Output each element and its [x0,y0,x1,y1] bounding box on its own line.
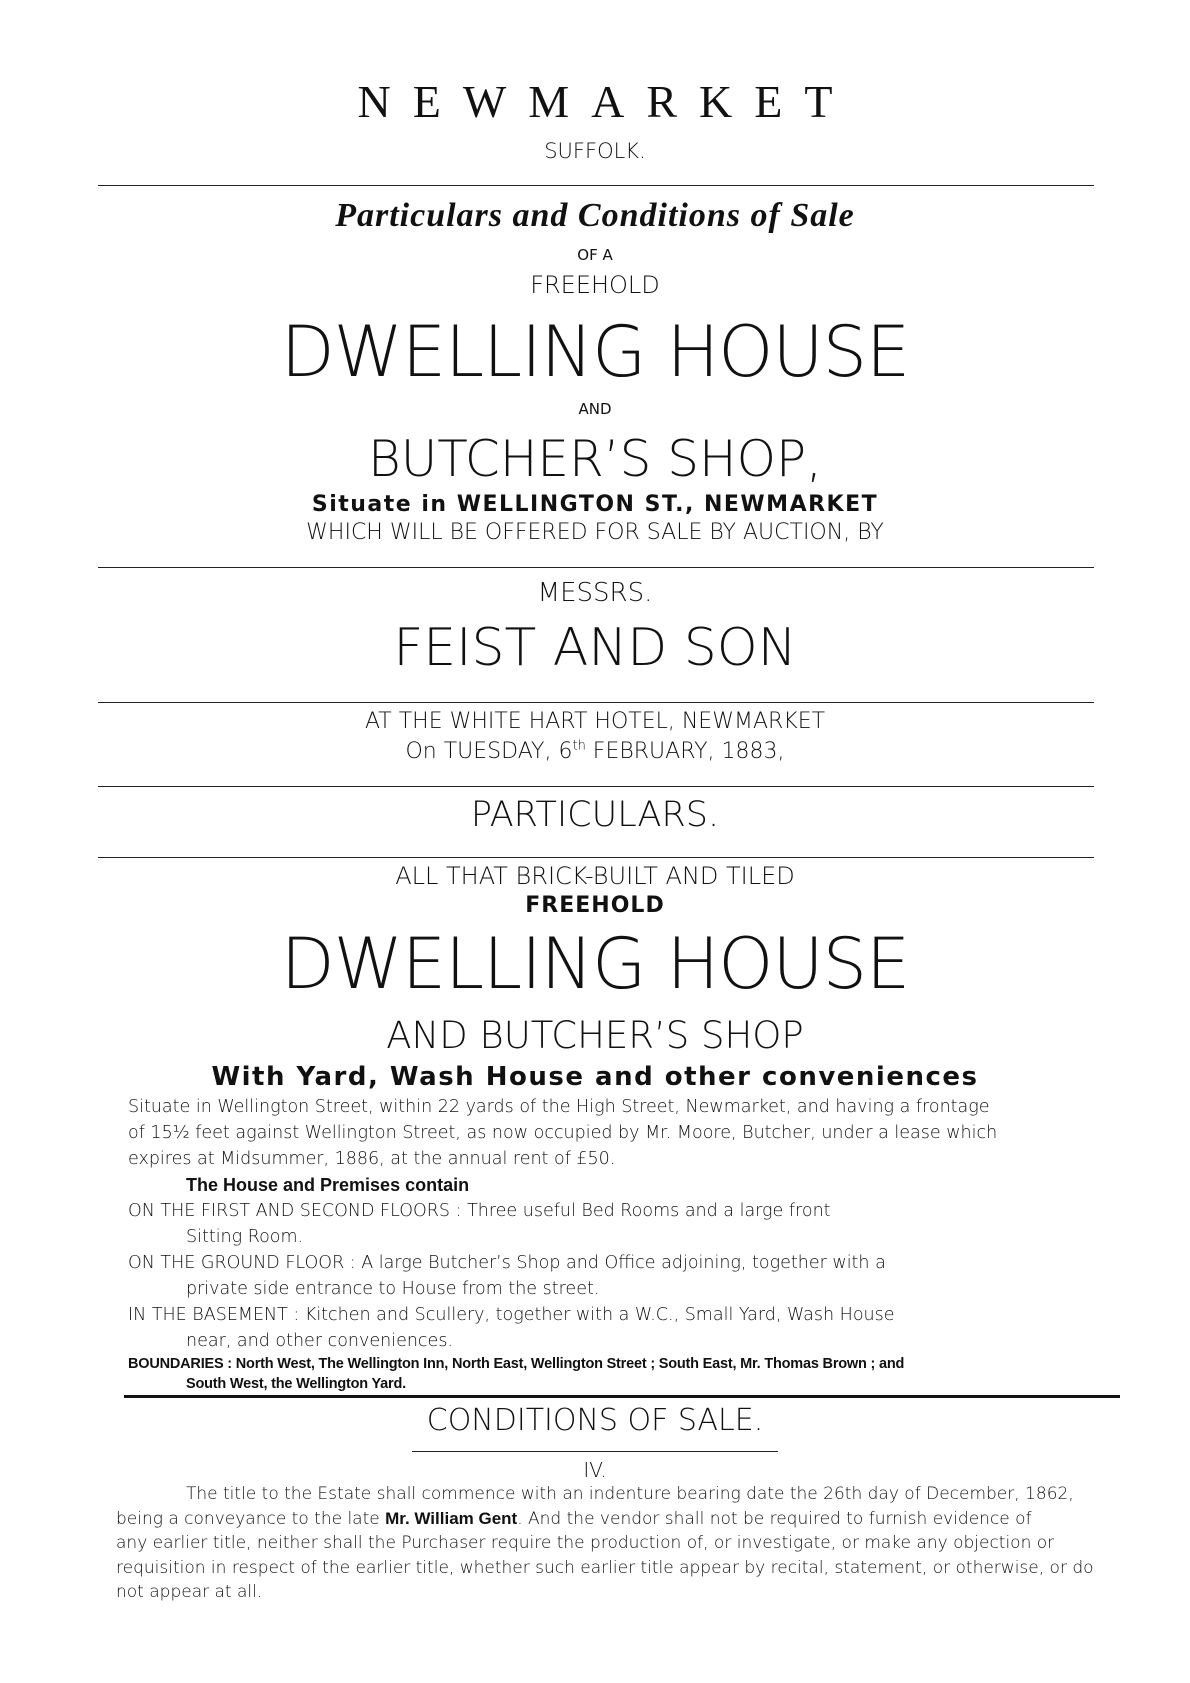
boundaries-line: BOUNDARIES : North West, The Wellington Inn, North East, Wellington Street ; South East, Mr. Thomas Brown ; and [128,1356,905,1372]
paragraph-line: not appear at all. [116,1582,263,1602]
floor-line-cont: private side entrance to House from the street. [186,1279,600,1299]
description-line: of 15½ feet against Wellington Street, as now occupied by Mr. Moore, Butcher, under a lease which [128,1123,998,1143]
messrs-text: MESSRS. [537,578,653,608]
paragraph-line: requisition in respect of the earlier title, whether such earlier title appear by recital, statement, or otherwise, or do [116,1557,1094,1578]
paragraph-line: any earlier title, neither shall the Purchaser require the production of, or investigate, or make any objection or [116,1533,1055,1553]
divider-rule [98,567,1094,568]
description-line: Situate in Wellington Street, within 22 yards of the High Street, Newmarket, and having a frontage [128,1097,990,1117]
floor-basement [128,1302,895,1354]
condition-numeral: IV. [583,1458,607,1482]
divider-rule [98,857,1094,858]
and-text: AND [578,400,612,418]
date-prefix: On TUESDAY, 6 [405,739,573,764]
paragraph-line: The title to the Estate shall commence with an indenture bearing date the 26th day of December, 1862, [186,1484,1074,1504]
situate-line: Situate in WELLINGTON ST., NEWMARKET [311,492,879,517]
brick-built-line: ALL THAT BRICK-BUILT AND TILED [395,862,795,890]
offered-line: WHICH WILL BE OFFERED FOR SALE BY AUCTION, BY [306,520,884,545]
paragraph-name: Mr. William Gent [385,1508,518,1528]
floor-line: ON THE GROUND FLOOR : A large Butcher’s Shop and Office adjoining, together with a [128,1253,886,1273]
floor-line-cont: near, and other conveniences. [186,1331,453,1351]
venue-line: AT THE WHITE HART HOTEL, NEWMARKET [364,709,826,734]
description-line: expires at Midsummer, 1886, at the annual rent of £50. [128,1149,616,1169]
floor-ground [128,1250,886,1302]
date-suffix: FEBRUARY, 1883, [585,739,785,764]
boundaries-line-cont: South West, the Wellington Yard. [186,1376,406,1392]
short-divider-rule [412,1451,778,1452]
particulars-heading: PARTICULARS. [470,795,720,835]
of-a-text: OF A [577,246,613,264]
divider-rule [98,702,1094,703]
county-heading: SUFFOLK. [544,139,646,163]
town-heading: NEWMARKET [357,76,855,127]
property-description [128,1094,997,1172]
floor-first-second [128,1198,831,1250]
date-line [0,738,1190,766]
butchers-shop-heading-2: AND BUTCHER’S SHOP [386,1014,804,1057]
auctioneer-name: FEIST AND SON [393,618,797,678]
freehold-bold: FREEHOLD [525,893,665,918]
floor-line-cont: Sitting Room. [186,1227,304,1247]
date-ordinal: th [572,738,586,754]
paragraph-text: being a conveyance to the late [116,1508,386,1529]
freehold-text: FREEHOLD [530,271,660,299]
with-yard-line: With Yard, Wash House and other conveniences [211,1062,979,1092]
divider-rule [98,185,1094,186]
paragraph-text: . And the vendor shall not be required to furnish evidence of [517,1508,1032,1529]
dwelling-house-heading: DWELLING HOUSE [280,311,910,393]
document-title: Particulars and Conditions of Sale [335,197,855,234]
conditions-heading: CONDITIONS OF SALE. [426,1403,764,1438]
floor-line: ON THE FIRST AND SECOND FLOORS : Three useful Bed Rooms and a large front [128,1201,831,1221]
contain-heading: The House and Premises contain [186,1175,470,1195]
thick-divider-rule [124,1395,1120,1398]
butchers-shop-heading: BUTCHER’S SHOP, [367,430,823,488]
divider-rule [98,786,1094,787]
dwelling-house-heading-2: DWELLING HOUSE [280,923,910,1005]
floor-line: IN THE BASEMENT : Kitchen and Scullery, together with a W.C., Small Yard, Wash House [128,1305,895,1325]
condition-paragraph [116,1482,1106,1605]
paragraph-line [116,1507,1106,1532]
boundaries [128,1354,904,1394]
